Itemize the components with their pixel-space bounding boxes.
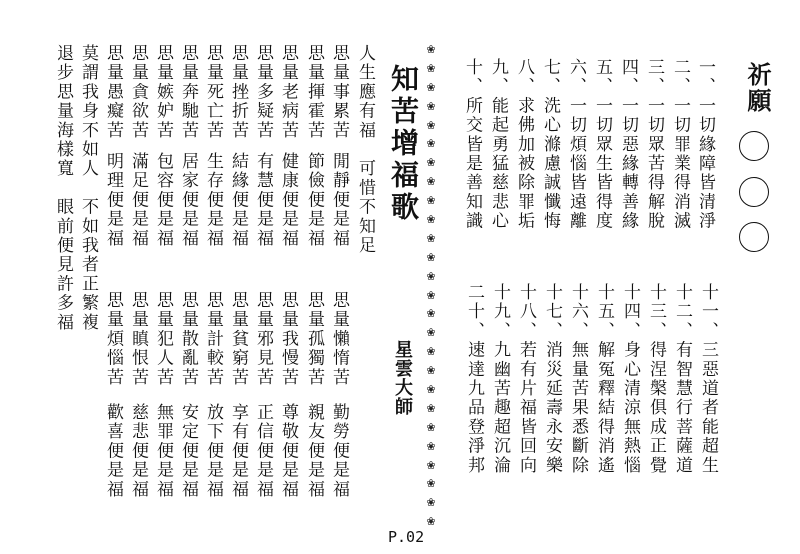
vow-4: 四、一切惡緣轉善緣 (618, 58, 638, 231)
page-number: P.02 (388, 528, 425, 546)
flower-icon: ❀ (426, 213, 436, 227)
bless-line-18: 無罪便是福 (153, 403, 173, 499)
bless-line-11: 勤勞便是福 (329, 403, 349, 499)
flower-icon: ❀ (426, 326, 436, 340)
blank-circle-2 (739, 177, 769, 207)
flower-icon: ❀ (426, 496, 436, 510)
vow-7: 七、洗心滌慮誠懺悔 (540, 58, 560, 231)
suffer-line-3: 思量老病苦 (278, 44, 298, 140)
flower-icon: ❀ (426, 43, 436, 56)
bless-line-9: 滿足便是福 (128, 152, 148, 248)
suffer-line-5: 思量挫折苦 (228, 44, 248, 140)
vow-8: 八、求佛加被除罪垢 (514, 58, 534, 231)
suffer-line-18: 思量犯人苦 (153, 291, 173, 387)
flower-divider (425, 44, 437, 535)
bless-line-16: 放下便是福 (203, 403, 223, 499)
closing-line-2: 退步思量海樣寬 眼前便見許多福 (53, 44, 73, 332)
flower-icon: ❀ (426, 401, 436, 415)
bless-line-10: 明理便是福 (103, 152, 123, 248)
vow-16: 十六、無量苦果悉斷除 (568, 283, 588, 475)
poem-title: 知苦增福歌 (387, 64, 420, 224)
suffer-line-10: 思量愚癡苦 (103, 44, 123, 140)
blank-circle-3 (739, 222, 769, 252)
flower-icon: ❀ (426, 80, 436, 94)
suffer-line-14: 思量邪見苦 (253, 291, 273, 387)
vow-1: 一、一切緣障皆清淨 (695, 58, 715, 231)
vow-10: 十、所交皆是善知識 (462, 58, 482, 231)
bless-line-14: 正信便是福 (253, 403, 273, 499)
flower-icon: ❀ (426, 156, 436, 170)
suffer-line-19: 思量瞋恨苦 (128, 291, 148, 387)
suffer-line-6: 思量死亡苦 (203, 44, 223, 140)
flower-icon: ❀ (426, 61, 436, 75)
suffer-line-8: 思量嫉妒苦 (153, 44, 173, 140)
bless-line-3: 健康便是福 (278, 152, 298, 248)
suffer-line-13: 思量我慢苦 (278, 291, 298, 387)
suffer-line-20: 思量煩惱苦 (103, 291, 123, 387)
vow-5: 五、一切眾生皆得度 (592, 58, 612, 231)
flower-icon: ❀ (426, 515, 436, 529)
bless-line-2: 節儉便是福 (304, 152, 324, 248)
bless-line-19: 慈悲便是福 (128, 403, 148, 499)
flower-icon: ❀ (426, 477, 436, 491)
bless-line-13: 尊敬便是福 (278, 403, 298, 499)
suffer-line-11: 思量懶惰苦 (329, 291, 349, 387)
bless-line-1: 閒靜便是福 (329, 152, 349, 248)
flower-icon: ❀ (426, 288, 436, 302)
bless-line-17: 安定便是福 (178, 403, 198, 499)
bless-line-12: 親友便是福 (304, 403, 324, 499)
suffer-line-16: 思量計較苦 (203, 291, 223, 387)
bless-line-15: 享有便是福 (228, 403, 248, 499)
vow-18: 十八、若有片福皆回向 (516, 283, 536, 475)
flower-icon: ❀ (426, 439, 436, 453)
vow-17: 十七、消災延壽永安樂 (542, 283, 562, 475)
bless-line-5: 結緣便是福 (228, 152, 248, 248)
suffer-line-12: 思量孤獨苦 (304, 291, 324, 387)
suffer-line-9: 思量貪欲苦 (128, 44, 148, 140)
flower-icon: ❀ (426, 420, 436, 434)
closing-line-1: 莫謂我身不如人 不如我者正繁複 (78, 44, 98, 332)
suffer-line-17: 思量散亂苦 (178, 291, 198, 387)
bless-line-8: 包容便是福 (153, 152, 173, 248)
flower-icon: ❀ (426, 383, 436, 397)
flower-icon: ❀ (426, 194, 436, 208)
bless-line-7: 居家便是福 (178, 152, 198, 248)
vow-12: 十二、有智慧行菩薩道 (672, 283, 692, 475)
flower-icon: ❀ (426, 364, 436, 378)
vow-19: 十九、九幽苦趣超沉淪 (490, 283, 510, 475)
flower-icon: ❀ (426, 175, 436, 189)
vow-6: 六、一切煩惱皆遠離 (566, 58, 586, 231)
bless-line-20: 歡喜便是福 (103, 403, 123, 499)
flower-icon: ❀ (426, 458, 436, 472)
blank-circle-1 (739, 131, 769, 161)
bless-line-6: 生存便是福 (203, 152, 223, 248)
vow-14: 十四、身心清涼無熱惱 (620, 283, 640, 475)
vow-3: 三、一切眾苦得解脫 (644, 58, 664, 231)
flower-icon: ❀ (426, 269, 436, 283)
flower-icon: ❀ (426, 250, 436, 264)
bless-line-4: 有慧便是福 (253, 152, 273, 248)
flower-icon: ❀ (426, 307, 436, 321)
poem-intro: 人生應有福 可惜不知足 (355, 44, 375, 256)
suffer-line-4: 思量多疑苦 (253, 44, 273, 140)
vow-2: 二、一切罪業得消滅 (670, 58, 690, 231)
suffer-line-1: 思量事累苦 (329, 44, 349, 140)
flower-icon: ❀ (426, 345, 436, 359)
vow-20: 二十、速達九品登淨邦 (464, 283, 484, 475)
vow-11: 十一、三惡道者能超生 (698, 283, 718, 475)
suffer-line-15: 思量貧窮苦 (228, 291, 248, 387)
suffer-line-7: 思量奔馳苦 (178, 44, 198, 140)
flower-icon: ❀ (426, 231, 436, 245)
flower-icon: ❀ (426, 118, 436, 132)
poem-author: 星雲大師 (392, 340, 413, 416)
vow-13: 十三、得涅槃俱成正覺 (646, 283, 666, 475)
suffer-line-2: 思量揮霍苦 (304, 44, 324, 140)
vow-15: 十五、解冤釋結得消遙 (594, 283, 614, 475)
flower-icon: ❀ (426, 137, 436, 151)
vow-9: 九、能起勇猛慈悲心 (488, 58, 508, 231)
prayer-title: 祈願 (743, 62, 772, 114)
flower-icon: ❀ (426, 99, 436, 113)
